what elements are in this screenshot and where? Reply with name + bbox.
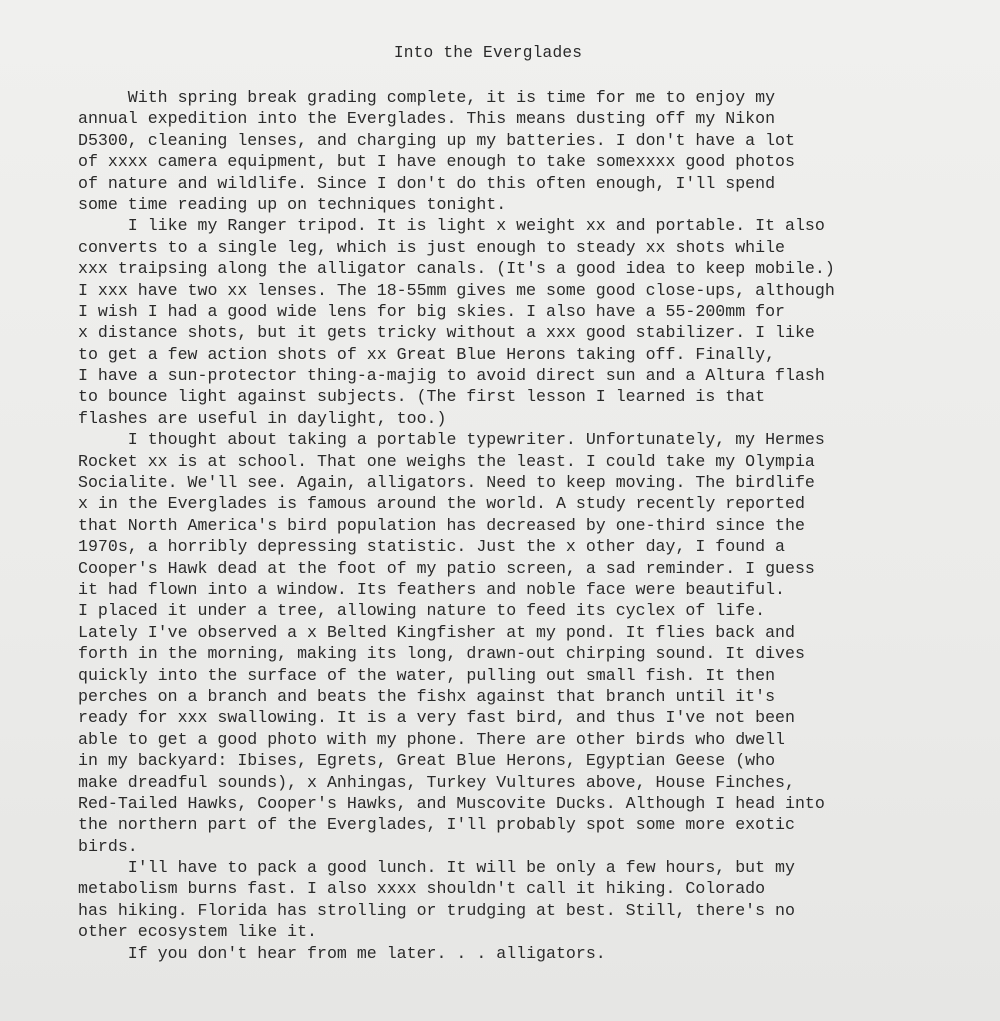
text-line: x in the Everglades is famous around the world. A study recently reported (78, 494, 805, 514)
text-line: D5300, cleaning lenses, and charging up my batteries. I don't have a lot (78, 130, 795, 150)
text-line: With spring break grading complete, it is time for me to enjoy my (78, 88, 776, 107)
text-line: converts to a single leg, which is just enough to steady xx shots while (78, 237, 786, 257)
text-line: quickly into the surface of the water, pulling out small fish. It then (78, 665, 776, 685)
text-line: to get a few action shots of xx Great Blue Herons taking off. Finally, (78, 344, 776, 364)
text-line: Cooper's Hawk dead at the foot of my patio screen, a sad reminder. I guess (78, 558, 815, 578)
text-line: I have a sun-protector thing-a-majig to avoid direct sun and a Altura flash (78, 366, 825, 386)
text-line: other ecosystem like it. (78, 922, 317, 942)
text-line: Red-Tailed Hawks, Cooper's Hawks, and Muscovite Ducks. Although I head into (78, 793, 825, 813)
text-line: able to get a good photo with my phone. There are other birds who dwell (78, 729, 786, 749)
text-line: of nature and wildlife. Since I don't do this often enough, I'll spend (78, 173, 776, 193)
text-line: ready for xxx swallowing. It is a very fast bird, and thus I've not been (78, 708, 795, 728)
text-line: I thought about taking a portable typewriter. Unfortunately, my Hermes (78, 430, 825, 450)
text-line: Socialite. We'll see. Again, alligators. Need to keep moving. The birdlife (78, 473, 815, 493)
text-line: it had flown into a window. Its feathers and noble face were beautiful. (78, 579, 786, 599)
text-line: 1970s, a horribly depressing statistic. Just the x other day, I found a (78, 537, 786, 557)
text-line: metabolism burns fast. I also xxxx shouldn't call it hiking. Colorado (78, 879, 766, 899)
text-line: x distance shots, but it gets tricky without a xxx good stabilizer. I like (78, 323, 815, 343)
text-line: xxx traipsing along the alligator canals. (It's a good idea to keep mobile.) (78, 259, 835, 279)
text-line: that North America's bird population has decreased by one-third since the (78, 515, 805, 535)
text-line: If you don't hear from me later. . . alligators. (78, 943, 606, 963)
text-line: Lately I've observed a x Belted Kingfisher at my pond. It flies back and (78, 622, 795, 642)
text-line: make dreadful sounds), x Anhingas, Turkey Vultures above, House Finches, (78, 772, 795, 792)
page-title: Into the Everglades (393, 44, 583, 62)
text-line: of xxxx camera equipment, but I have enough to take somexxxx good photos (78, 152, 795, 172)
text-line: flashes are useful in daylight, too.) (78, 408, 447, 428)
text-line: in my backyard: Ibises, Egrets, Great Blue Herons, Egyptian Geese (who (78, 751, 776, 771)
text-line: I placed it under a tree, allowing nature to feed its cyclex of life. (78, 601, 766, 621)
text-line: has hiking. Florida has strolling or trudging at best. Still, there's no (78, 900, 795, 920)
text-line: forth in the morning, making its long, drawn-out chirping sound. It dives (78, 644, 805, 664)
text-line: birds. (78, 836, 138, 856)
text-line: to bounce light against subjects. (The first lesson I learned is that (78, 387, 766, 407)
text-line: the northern part of the Everglades, I'll probably spot some more exotic (78, 815, 795, 835)
text-line: annual expedition into the Everglades. This means dusting off my Nikon (78, 109, 776, 129)
text-line: perches on a branch and beats the fishx against that branch until it's (78, 686, 776, 706)
text-line: I xxx have two xx lenses. The 18-55mm gives me some good close-ups, although (78, 280, 835, 300)
body-text (78, 87, 835, 964)
text-line: I wish I had a good wide lens for big skies. I also have a 55-200mm for (78, 301, 786, 321)
text-line: Rocket xx is at school. That one weighs the least. I could take my Olympia (78, 451, 815, 471)
text-line: some time reading up on techniques tonight. (78, 194, 507, 214)
text-line: I'll have to pack a good lunch. It will be only a few hours, but my (78, 858, 795, 878)
text-line: I like my Ranger tripod. It is light x weight xx and portable. It also (78, 216, 825, 236)
